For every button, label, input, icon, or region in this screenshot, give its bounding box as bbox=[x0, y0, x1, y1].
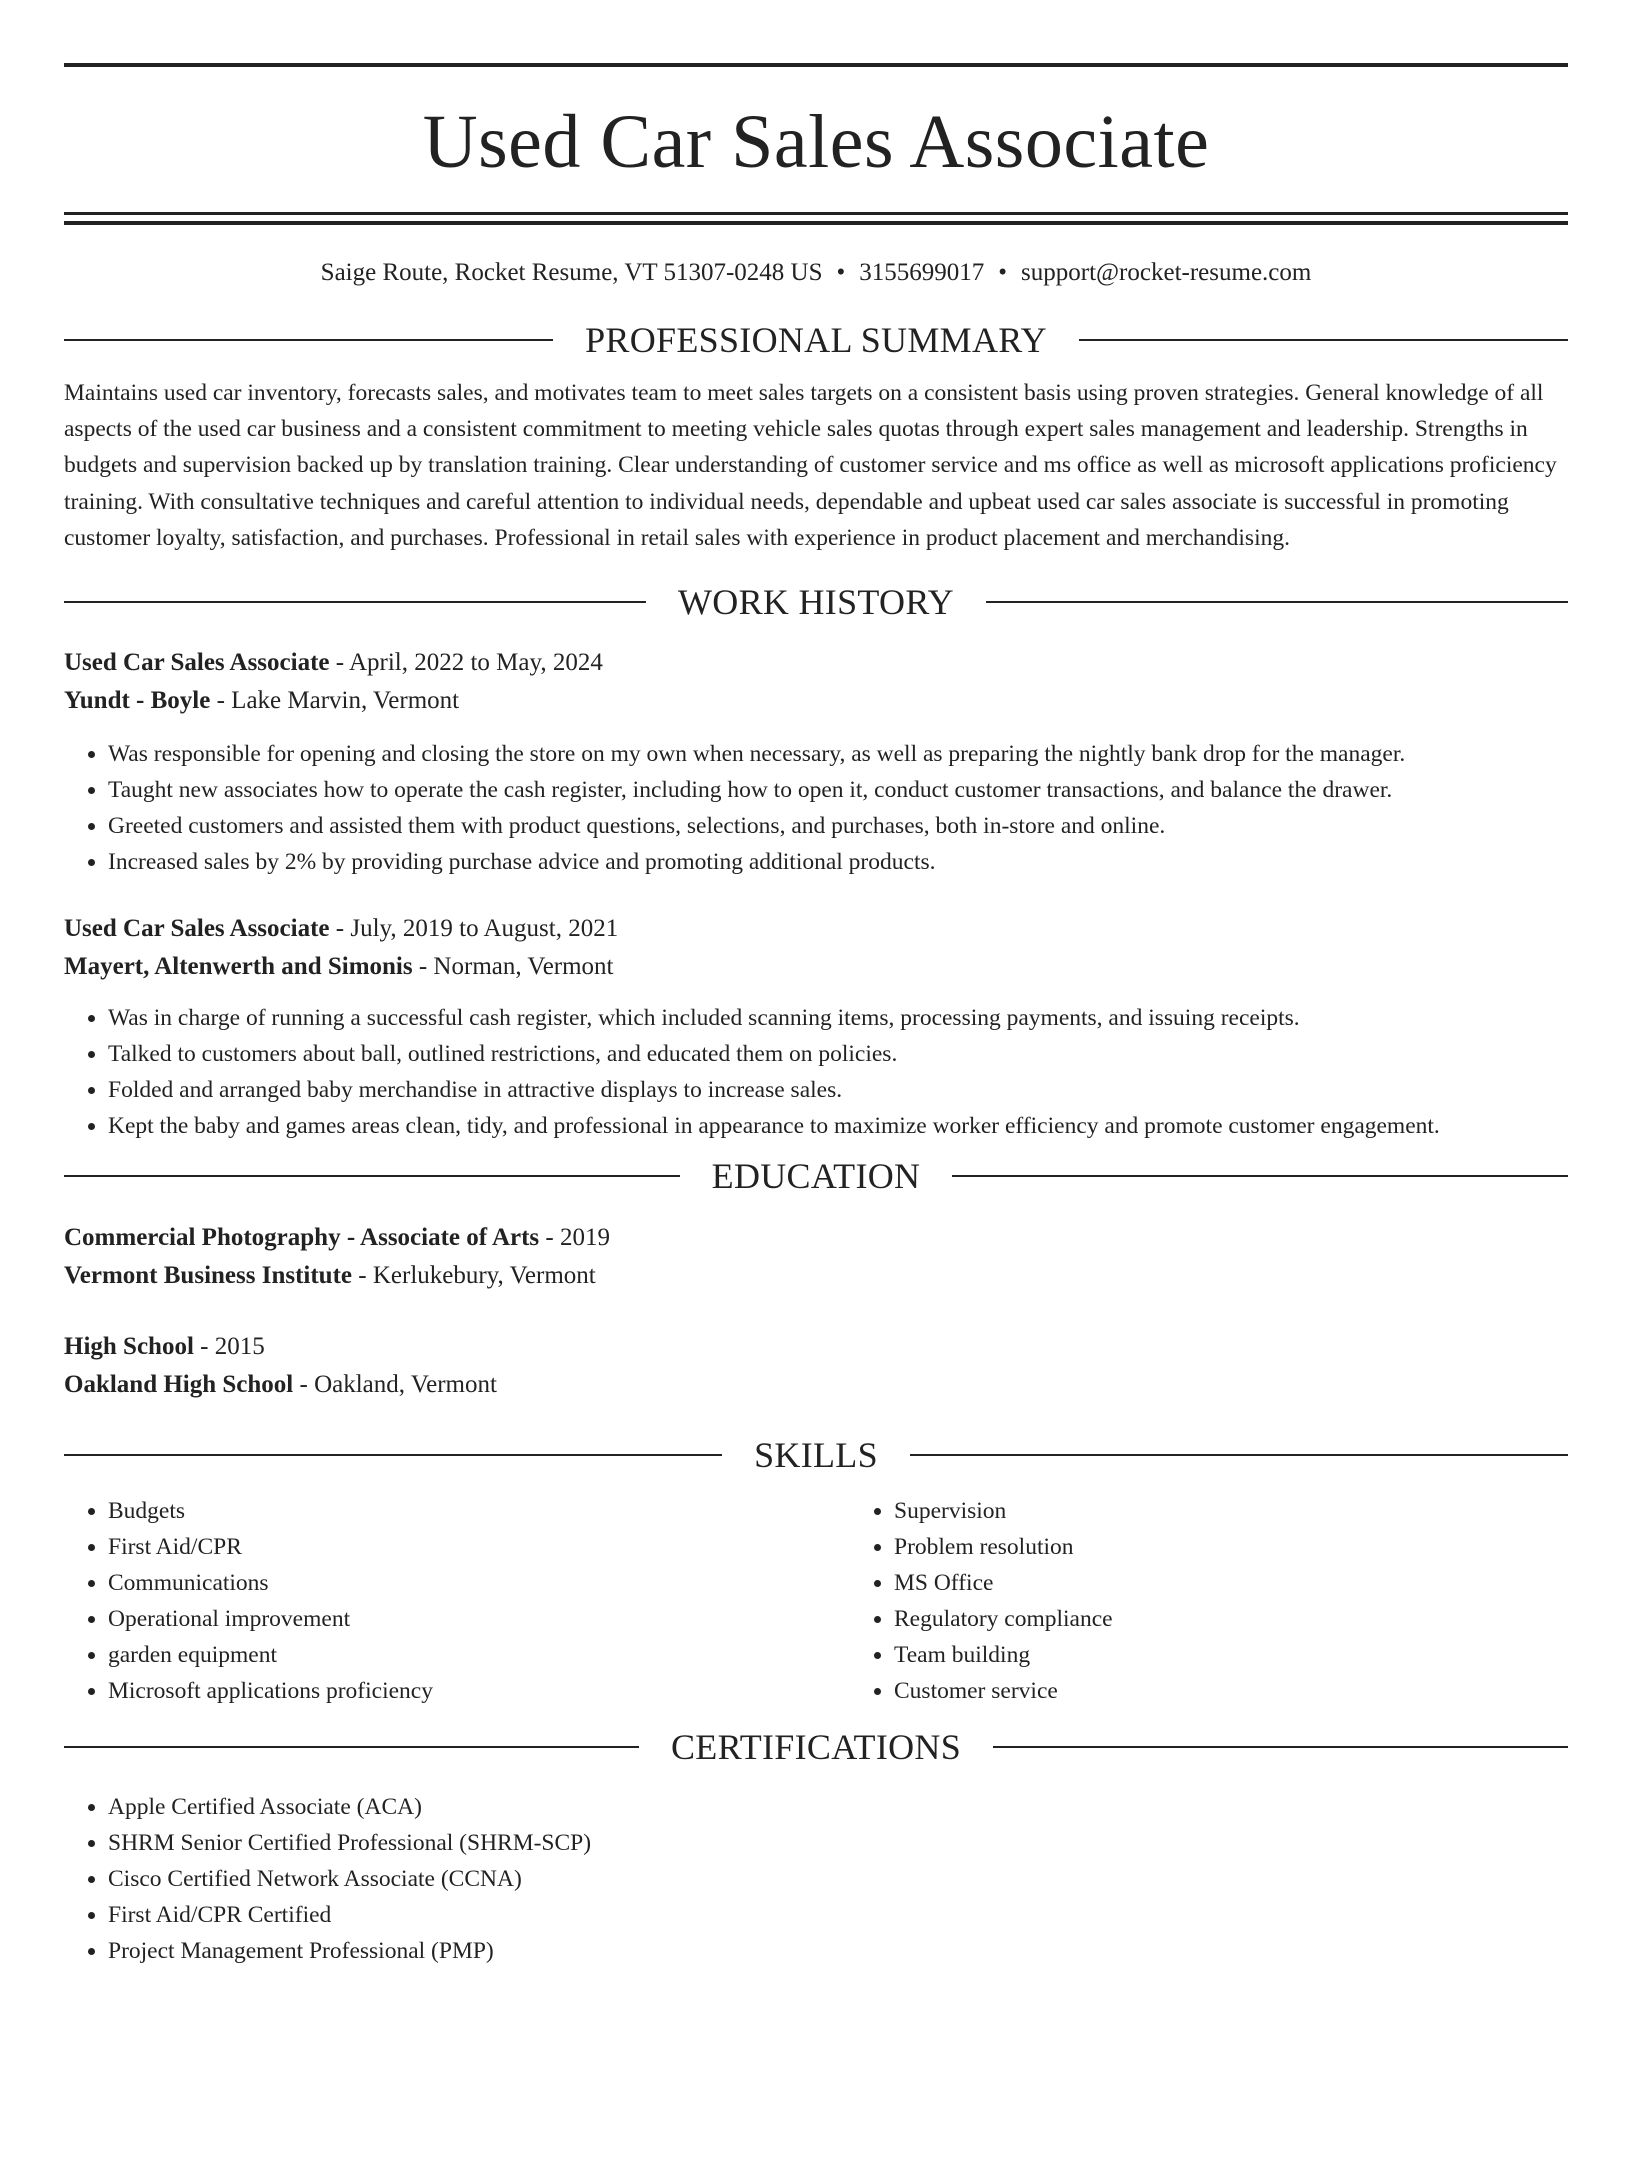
degree-year: - 2015 bbox=[193, 1333, 265, 1361]
education-entry bbox=[64, 1219, 1568, 1295]
job-entry bbox=[64, 910, 1568, 1144]
resume-page bbox=[0, 63, 1632, 2175]
list-item: • Talked to customers about ball, outlined restrictions, and educated them on policies. bbox=[108, 1036, 1568, 1072]
certifications-section-heading bbox=[64, 1727, 1568, 1767]
heading-rule-right bbox=[910, 1454, 1568, 1456]
heading-rule-right bbox=[986, 601, 1568, 603]
school-name: Oakland High School bbox=[64, 1371, 294, 1399]
job-company: Mayert, Altenwerth and Simonis bbox=[64, 953, 413, 981]
job-company: Yundt - Boyle bbox=[64, 687, 211, 715]
list-item: • Team building bbox=[894, 1637, 1632, 1673]
job-location: - Norman, Vermont bbox=[412, 953, 614, 981]
list-item: • Problem resolution bbox=[894, 1529, 1632, 1565]
section-title: EDUCATION bbox=[711, 1156, 921, 1197]
contact-separator: • bbox=[836, 259, 846, 286]
work-section-heading bbox=[64, 582, 1568, 622]
list-item: • Supervision bbox=[894, 1493, 1632, 1529]
header-double-rule bbox=[64, 212, 1568, 225]
heading-rule-left bbox=[64, 1746, 639, 1748]
school-line bbox=[64, 1366, 1568, 1404]
degree-line bbox=[64, 1219, 1568, 1257]
school-line bbox=[64, 1257, 1568, 1295]
school-location: - Oakland, Vermont bbox=[293, 1371, 497, 1399]
list-item: • First Aid/CPR Certified bbox=[108, 1897, 1568, 1933]
list-item: • Customer service bbox=[894, 1673, 1632, 1709]
list-item: • Budgets bbox=[108, 1493, 850, 1529]
job-title-line bbox=[64, 910, 1568, 948]
list-item: • Kept the baby and games areas clean, tidy, and professional in appearance to maximize worker efficiency and promote customer engagement. bbox=[108, 1108, 1568, 1144]
job-company-line bbox=[64, 948, 1568, 986]
contact-address: Saige Route, Rocket Resume, VT 51307-0248 US bbox=[320, 259, 823, 286]
heading-rule-left bbox=[64, 339, 553, 341]
skills-list-left bbox=[64, 1493, 850, 1709]
list-item: • Apple Certified Associate (ACA) bbox=[108, 1789, 1568, 1825]
list-item: • First Aid/CPR bbox=[108, 1529, 850, 1565]
skills-grid bbox=[64, 1493, 1568, 1709]
degree-name: High School bbox=[64, 1333, 194, 1361]
contact-line bbox=[64, 258, 1568, 288]
school-name: Vermont Business Institute bbox=[64, 1262, 353, 1290]
job-location: - Lake Marvin, Vermont bbox=[210, 687, 460, 715]
list-item: • garden equipment bbox=[108, 1637, 850, 1673]
job-title: Used Car Sales Associate bbox=[64, 649, 330, 677]
degree-line bbox=[64, 1328, 1568, 1366]
skills-list-right bbox=[850, 1493, 1632, 1709]
list-item: • Communications bbox=[108, 1565, 850, 1601]
list-item: • SHRM Senior Certified Professional (SHRM-SCP) bbox=[108, 1825, 1568, 1861]
list-item: • Cisco Certified Network Associate (CCNA) bbox=[108, 1861, 1568, 1897]
list-item: • Folded and arranged baby merchandise in attractive displays to increase sales. bbox=[108, 1072, 1568, 1108]
job-title: Used Car Sales Associate bbox=[64, 915, 330, 943]
list-item: • Was in charge of running a successful cash register, which included scanning items, processing payments, and issuing receipts. bbox=[108, 1000, 1568, 1036]
heading-rule-left bbox=[64, 1175, 680, 1177]
section-title: SKILLS bbox=[754, 1435, 878, 1476]
certifications-list bbox=[64, 1789, 1568, 1969]
list-item: • Operational improvement bbox=[108, 1601, 850, 1637]
job-dates: - April, 2022 to May, 2024 bbox=[329, 649, 603, 677]
section-title: CERTIFICATIONS bbox=[670, 1727, 962, 1768]
list-item: • Project Management Professional (PMP) bbox=[108, 1933, 1568, 1969]
job-dates: - July, 2019 to August, 2021 bbox=[329, 915, 619, 943]
heading-rule-left bbox=[64, 1454, 722, 1456]
list-item: • Microsoft applications proficiency bbox=[108, 1673, 850, 1709]
summary-section-heading bbox=[64, 320, 1568, 360]
list-item: • Taught new associates how to operate the cash register, including how to open it, conduct customer transactions, and balance the drawer. bbox=[108, 772, 1568, 808]
school-location: - Kerlukebury, Vermont bbox=[352, 1262, 596, 1290]
heading-rule-right bbox=[993, 1746, 1568, 1748]
education-section-heading bbox=[64, 1156, 1568, 1196]
heading-rule-right bbox=[1079, 339, 1568, 341]
education-entry bbox=[64, 1328, 1568, 1404]
skills-section-heading bbox=[64, 1435, 1568, 1475]
heading-rule-left bbox=[64, 601, 646, 603]
contact-email: support@rocket-resume.com bbox=[1021, 259, 1312, 286]
job-bullet-list bbox=[64, 736, 1568, 880]
heading-rule-right bbox=[952, 1175, 1568, 1177]
list-item: • MS Office bbox=[894, 1565, 1632, 1601]
job-entry bbox=[64, 644, 1568, 880]
job-company-line bbox=[64, 682, 1568, 720]
list-item: • Increased sales by 2% by providing purchase advice and promoting additional products. bbox=[108, 844, 1568, 880]
job-bullet-list bbox=[64, 1000, 1568, 1144]
degree-year: - 2019 bbox=[539, 1224, 610, 1252]
degree-name: Commercial Photography - Associate of Arts bbox=[64, 1224, 540, 1252]
contact-phone: 3155699017 bbox=[859, 259, 985, 286]
list-item: • Regulatory compliance bbox=[894, 1601, 1632, 1637]
header-top-rule bbox=[64, 63, 1568, 67]
contact-separator: • bbox=[998, 259, 1008, 286]
summary-text: Maintains used car inventory, forecasts sales, and motivates team to meet sales targets on a consistent basis using proven strategies. General knowledge of all aspects of the used car business and a consistent commitment to meeting vehicle sales quotas through expert sales management and leadership. Strengths in budgets and supervision backed up by translation training. Clear understanding of customer service and ms office as well as microsoft applications proficiency training. With consultative techniques and careful attention to individual needs, dependable and upbeat used car sales associate is successful in promoting customer loyalty, satisfaction, and purchases. Professional in retail sales with experience in product placement and merchandising. bbox=[64, 380, 1557, 551]
section-title: WORK HISTORY bbox=[678, 582, 954, 623]
candidate-name: Used Car Sales Associate bbox=[422, 100, 1210, 184]
list-item: • Was responsible for opening and closing the store on my own when necessary, as well as preparing the nightly bank drop for the manager. bbox=[108, 736, 1568, 772]
list-item: • Greeted customers and assisted them with product questions, selections, and purchases, both in-store and online. bbox=[108, 808, 1568, 844]
job-title-line bbox=[64, 644, 1568, 682]
section-title: PROFESSIONAL SUMMARY bbox=[585, 320, 1047, 360]
